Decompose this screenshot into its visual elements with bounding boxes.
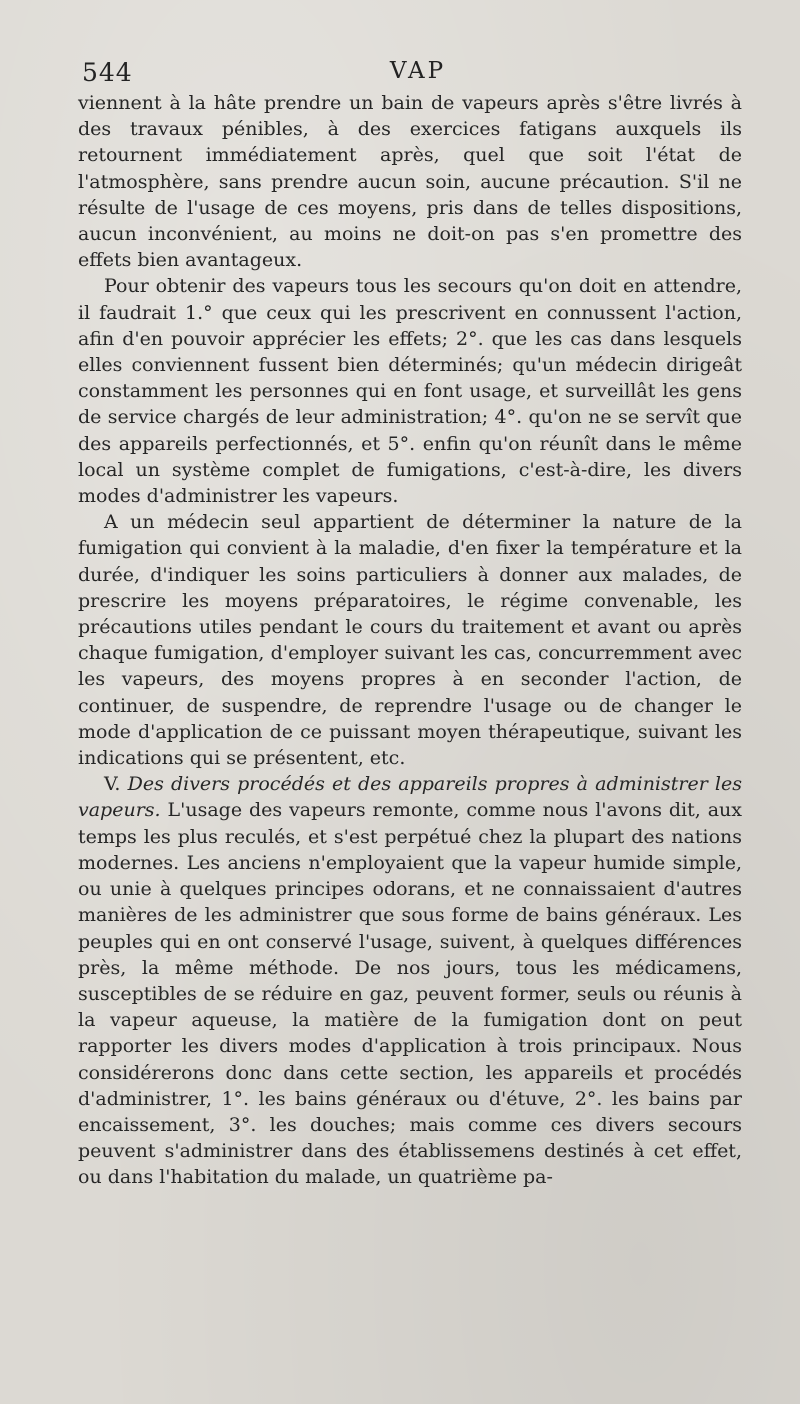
section-number: V. [104, 773, 121, 796]
paragraph: Pour obtenir des vapeurs tous les secours qu'on doit en attendre, il faudrait 1.° que ceux qui les prescrivent en connussent l'action, afin d'en pouvoir apprécier les effets; 2°. que les cas dans lesquels elles conviennent fussent bien déterminés; qu'un médecin dirigeât constamment les personnes qui en font usage, et surveillât les gens de service chargés de leur administration; 4°. qu'on ne se servît que des appareils perfectionnés, et 5°. enfin qu'on réunît dans le même local un système complet de fumigations, c'est-à-dire, les divers modes d'administrer les vapeurs. [78, 275, 742, 508]
page-number: 544 [82, 58, 133, 87]
paragraph: viennent à la hâte prendre un bain de vapeurs après s'être livrés à des travaux pénibles, à des exercices fatigans auxquels ils retournent immédiatement après, quel que soit l'état de l'atmosphère, sans prendre aucun soin, aucune précaution. S'il ne résulte de l'usage de ces moyens, pris dans de telles dispositions, aucun inconvénient, au moins ne doit-on pas s'en promettre des effets bien avantageux. [78, 92, 742, 272]
body-text [78, 90, 742, 1191]
section-text: L'usage des vapeurs remonte, comme nous l'avons dit, aux temps les plus reculés, et s'est perpétué chez la plupart des nations modernes. Les anciens n'employaient que la vapeur humide simple, ou unie à quelques principes odorans, et ne connaissaient d'autres manières de les administrer que sous forme de bains généraux. Les peuples qui en ont conservé l'usage, suivent, à quelques différences près, la même méthode. De nos jours, tous les médicamens, susceptibles de se réduire en gaz, peuvent former, seuls ou réunis à la vapeur aqueuse, la matière de la fumigation dont on peut rapporter les divers modes d'application à trois principaux. Nous considérerons donc dans cette section, les appareils et procédés d'administrer, 1°. les bains généraux ou d'étuve, 2°. les bains par encaissement, 3°. les douches; mais comme ces divers secours peuvent s'administrer dans des établissemens destinés à cet effet, ou dans l'habitation du malade, un quatrième pa- [78, 799, 742, 1189]
paragraph: A un médecin seul appartient de déterminer la nature de la fumigation qui convient à la maladie, d'en fixer la température et la durée, d'indiquer les soins particuliers à donner aux malades, de prescrire les moyens préparatoires, le régime convenable, les précautions utiles pendant le cours du traitement et avant ou après chaque fumigation, d'employer suivant les cas, concurremment avec les vapeurs, des moyens propres à en seconder l'action, de continuer, de suspendre, de reprendre l'usage ou de changer le mode d'application de ce puissant moyen thérapeutique, suivant les indications qui se présentent, etc. [78, 511, 742, 770]
page-header [78, 58, 742, 92]
running-head: VAP [389, 58, 447, 84]
section-paragraph [78, 771, 742, 1190]
section-heading: Des divers procédés et des appareils propres à administrer les vapeurs. [78, 773, 743, 822]
